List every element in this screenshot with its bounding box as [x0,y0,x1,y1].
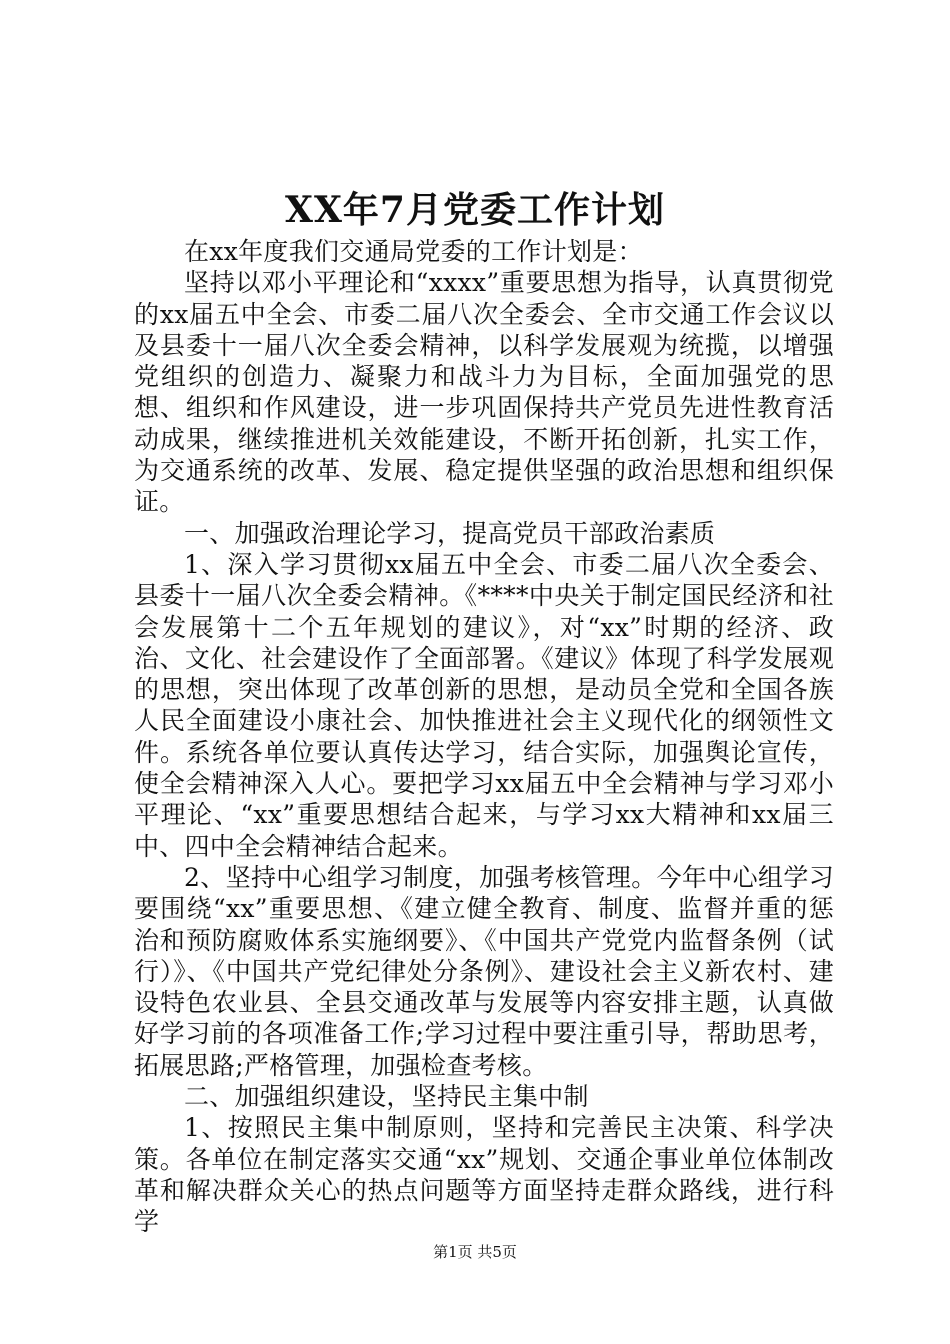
paragraph-2-1: 1、按照民主集中制原则，坚持和完善民主决策、科学决策。各单位在制定落实交通“xx”规划、交通企事业单位体制改革和解决群众关心的热点问题等方面坚持走群众路线，进行科学 [134,1113,834,1237]
document-title: XX年7月党委工作计划 [285,189,665,231]
paragraph-1-1: 1、深入学习贯彻xx届五中全会、市委二届八次全委会、县委十一届八次全委会精神。《****中央关于制定国民经济和社会发展第十二个五年规划的建议》，对“xx”时期的经济、政治、文化、社会建设作了全面部署。《建议》体现了科学发展观的思想，突出体现了改革创新的思想，是动员全党和全国各族人民全面建设小康社会、加快推进社会主义现代化的纲领性文件。系统各单位要认真传达学习，结合实际，加强舆论宣传，使全会精神深入人心。要把学习xx届五中全会精神与学习邓小平理论、“xx”重要思想结合起来，与学习xx大精神和xx届三中、四中全会精神结合起来。 [134,549,834,861]
section-heading-1: 一、加强政治理论学习，提高党员干部政治素质 [184,518,716,548]
section-heading-2: 二、加强组织建设，坚持民主集中制 [184,1082,589,1112]
paragraph-intro: 在xx年度我们交通局党委的工作计划是： [184,237,643,266]
paragraph-guiding-principle: 坚持以邓小平理论和“xxxx”重要思想为指导，认真贯彻党的xx届五中全会、市委二届八次全委会、全市交通工作会议以及县委十一届八次全委会精神，以科学发展观为统揽，以增强党组织的创造力、凝聚力和战斗力为目标，全面加强党的思想、组织和作风建设，进一步巩固保持共产党员先进性教育活动成果，继续推进机关效能建设，不断开拓创新，扎实工作，为交通系统的改革、发展、稳定提供坚强的政治思想和组织保证。 [134,268,834,517]
paragraph-1-2: 2、坚持中心组学习制度，加强考核管理。今年中心组学习要围绕“xx”重要思想、《建立健全教育、制度、监督并重的惩治和预防腐败体系实施纲要》、《中国共产党党内监督条例（试行）》、《中国共产党纪律处分条例》、建设社会主义新农村、建设特色农业县、全县交通改革与发展等内容安排主题，认真做好学习前的各项准备工作;学习过程中要注重引导，帮助思考，拓展思路;严格管理，加强检查考核。 [134,862,834,1080]
page-number-footer: 第1页 共5页 [433,1243,517,1261]
document-body [134,236,834,1238]
